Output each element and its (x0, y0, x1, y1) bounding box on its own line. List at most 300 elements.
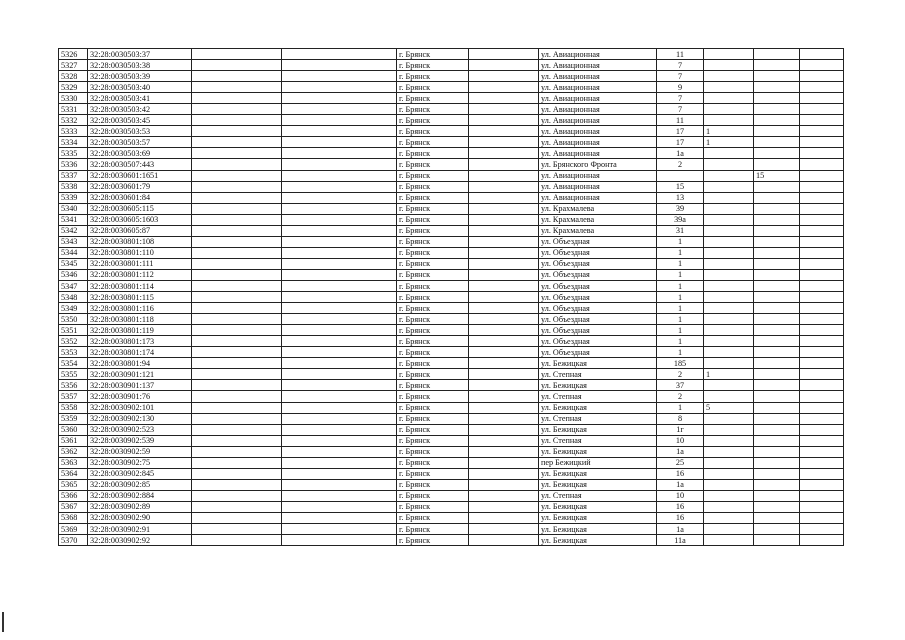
building-cell (704, 170, 754, 181)
extra-number-cell (754, 247, 800, 258)
empty-cell (800, 380, 844, 391)
empty-cell (192, 501, 282, 512)
house-number-cell: 1а (657, 524, 704, 535)
extra-number-cell (754, 148, 800, 159)
empty-cell (192, 236, 282, 247)
street-cell: ул. Степная (539, 369, 657, 380)
cadastral-number-cell: 32:28:0030605:115 (88, 203, 192, 214)
empty-cell (192, 60, 282, 71)
house-number-cell: 1 (657, 303, 704, 314)
cadastral-number-cell: 32:28:0030503:41 (88, 93, 192, 104)
cadastral-number-cell: 32:28:0030503:69 (88, 148, 192, 159)
city-cell: г. Брянск (397, 225, 469, 236)
cadastral-number-cell: 32:28:0030503:38 (88, 60, 192, 71)
empty-cell (469, 369, 539, 380)
empty-cell (800, 258, 844, 269)
street-cell: ул. Авиационная (539, 49, 657, 60)
house-number-cell: 1 (657, 236, 704, 247)
empty-cell (800, 358, 844, 369)
street-cell: ул. Авиационная (539, 181, 657, 192)
building-cell (704, 535, 754, 546)
empty-cell (469, 115, 539, 126)
empty-cell (282, 181, 397, 192)
city-cell: г. Брянск (397, 468, 469, 479)
empty-cell (800, 49, 844, 60)
city-cell: г. Брянск (397, 435, 469, 446)
empty-cell (800, 269, 844, 280)
city-cell: г. Брянск (397, 314, 469, 325)
extra-number-cell (754, 314, 800, 325)
row-number-cell: 5365 (59, 479, 88, 490)
empty-cell (469, 446, 539, 457)
empty-cell (192, 247, 282, 258)
empty-cell (192, 325, 282, 336)
empty-cell (469, 314, 539, 325)
house-number-cell: 7 (657, 71, 704, 82)
empty-cell (469, 391, 539, 402)
city-cell: г. Брянск (397, 303, 469, 314)
extra-number-cell (754, 203, 800, 214)
cadastral-number-cell: 32:28:0030902:845 (88, 468, 192, 479)
city-cell: г. Брянск (397, 82, 469, 93)
building-cell (704, 82, 754, 93)
city-cell: г. Брянск (397, 535, 469, 546)
cadastral-number-cell: 32:28:0030902:884 (88, 490, 192, 501)
empty-cell (282, 82, 397, 93)
empty-cell (192, 192, 282, 203)
empty-cell (469, 490, 539, 501)
empty-cell (469, 402, 539, 413)
building-cell (704, 192, 754, 203)
table-row (59, 524, 844, 535)
empty-cell (800, 336, 844, 347)
city-cell: г. Брянск (397, 93, 469, 104)
empty-cell (192, 258, 282, 269)
empty-cell (192, 314, 282, 325)
empty-cell (192, 159, 282, 170)
empty-cell (469, 148, 539, 159)
empty-cell (800, 512, 844, 523)
extra-number-cell (754, 336, 800, 347)
house-number-cell: 16 (657, 501, 704, 512)
cadastral-number-cell: 32:28:0030601:1651 (88, 170, 192, 181)
row-number-cell: 5348 (59, 292, 88, 303)
table-row (59, 303, 844, 314)
empty-cell (192, 148, 282, 159)
empty-cell (800, 82, 844, 93)
empty-cell (192, 424, 282, 435)
building-cell (704, 468, 754, 479)
table-row (59, 214, 844, 225)
empty-cell (469, 82, 539, 93)
city-cell: г. Брянск (397, 214, 469, 225)
building-cell (704, 358, 754, 369)
building-cell (704, 214, 754, 225)
empty-cell (192, 524, 282, 535)
empty-cell (800, 457, 844, 468)
cadastral-number-cell: 32:28:0030902:539 (88, 435, 192, 446)
cadastral-number-cell: 32:28:0030902:101 (88, 402, 192, 413)
row-number-cell: 5334 (59, 137, 88, 148)
table-row (59, 347, 844, 358)
building-cell (704, 435, 754, 446)
house-number-cell: 37 (657, 380, 704, 391)
house-number-cell: 39а (657, 214, 704, 225)
building-cell (704, 115, 754, 126)
house-number-cell: 16 (657, 468, 704, 479)
house-number-cell: 2 (657, 369, 704, 380)
empty-cell (192, 347, 282, 358)
table-row (59, 181, 844, 192)
building-cell: 1 (704, 126, 754, 137)
row-number-cell: 5359 (59, 413, 88, 424)
street-cell: ул. Объездная (539, 247, 657, 258)
street-cell: ул. Авиационная (539, 148, 657, 159)
extra-number-cell (754, 214, 800, 225)
street-cell: пер Бежицкий (539, 457, 657, 468)
street-cell: ул. Объездная (539, 325, 657, 336)
empty-cell (469, 292, 539, 303)
house-number-cell: 1г (657, 424, 704, 435)
empty-cell (469, 468, 539, 479)
empty-cell (192, 225, 282, 236)
street-cell: ул. Бежицкая (539, 524, 657, 535)
empty-cell (192, 170, 282, 181)
empty-cell (282, 512, 397, 523)
cadastral-number-cell: 32:28:0030801:111 (88, 258, 192, 269)
row-number-cell: 5362 (59, 446, 88, 457)
row-number-cell: 5353 (59, 347, 88, 358)
empty-cell (282, 214, 397, 225)
empty-cell (469, 457, 539, 468)
street-cell: ул. Бежицкая (539, 512, 657, 523)
street-cell: ул. Крахмалева (539, 225, 657, 236)
city-cell: г. Брянск (397, 424, 469, 435)
city-cell: г. Брянск (397, 148, 469, 159)
city-cell: г. Брянск (397, 181, 469, 192)
row-number-cell: 5345 (59, 258, 88, 269)
street-cell: ул. Авиационная (539, 104, 657, 115)
empty-cell (800, 402, 844, 413)
table-row (59, 369, 844, 380)
empty-cell (282, 457, 397, 468)
extra-number-cell (754, 71, 800, 82)
cadastral-number-cell: 32:28:0030801:173 (88, 336, 192, 347)
row-number-cell: 5329 (59, 82, 88, 93)
empty-cell (800, 369, 844, 380)
empty-cell (192, 49, 282, 60)
empty-cell (469, 435, 539, 446)
empty-cell (800, 159, 844, 170)
city-cell: г. Брянск (397, 490, 469, 501)
cadastral-number-cell: 32:28:0030902:75 (88, 457, 192, 468)
street-cell: ул. Авиационная (539, 60, 657, 71)
extra-number-cell: 15 (754, 170, 800, 181)
empty-cell (282, 49, 397, 60)
table-row (59, 49, 844, 60)
extra-number-cell (754, 358, 800, 369)
extra-number-cell (754, 435, 800, 446)
empty-cell (800, 225, 844, 236)
row-number-cell: 5327 (59, 60, 88, 71)
table-row (59, 104, 844, 115)
cadastral-number-cell: 32:28:0030503:39 (88, 71, 192, 82)
extra-number-cell (754, 413, 800, 424)
city-cell: г. Брянск (397, 258, 469, 269)
cadastral-number-cell: 32:28:0030902:90 (88, 512, 192, 523)
city-cell: г. Брянск (397, 269, 469, 280)
street-cell: ул. Авиационная (539, 82, 657, 93)
scan-edge-mark (2, 612, 4, 632)
building-cell (704, 303, 754, 314)
empty-cell (192, 203, 282, 214)
extra-number-cell (754, 457, 800, 468)
empty-cell (192, 413, 282, 424)
empty-cell (282, 314, 397, 325)
empty-cell (192, 214, 282, 225)
empty-cell (192, 358, 282, 369)
city-cell: г. Брянск (397, 170, 469, 181)
cadastral-number-cell: 32:28:0030801:119 (88, 325, 192, 336)
table-row (59, 280, 844, 291)
row-number-cell: 5328 (59, 71, 88, 82)
cadastral-number-cell: 32:28:0030503:42 (88, 104, 192, 115)
empty-cell (469, 203, 539, 214)
empty-cell (282, 269, 397, 280)
empty-cell (800, 325, 844, 336)
city-cell: г. Брянск (397, 325, 469, 336)
extra-number-cell (754, 258, 800, 269)
cadastral-number-cell: 32:28:0030902:85 (88, 479, 192, 490)
table-row (59, 292, 844, 303)
row-number-cell: 5344 (59, 247, 88, 258)
empty-cell (469, 181, 539, 192)
city-cell: г. Брянск (397, 347, 469, 358)
city-cell: г. Брянск (397, 49, 469, 60)
street-cell: ул. Брянского Фронта (539, 159, 657, 170)
empty-cell (800, 524, 844, 535)
row-number-cell: 5331 (59, 104, 88, 115)
extra-number-cell (754, 104, 800, 115)
empty-cell (469, 347, 539, 358)
building-cell (704, 512, 754, 523)
row-number-cell: 5358 (59, 402, 88, 413)
empty-cell (282, 60, 397, 71)
empty-cell (800, 181, 844, 192)
street-cell: ул. Авиационная (539, 115, 657, 126)
cadastral-number-cell: 32:28:0030902:59 (88, 446, 192, 457)
extra-number-cell (754, 93, 800, 104)
cadastral-number-cell: 32:28:0030801:108 (88, 236, 192, 247)
row-number-cell: 5343 (59, 236, 88, 247)
city-cell: г. Брянск (397, 446, 469, 457)
house-number-cell: 1 (657, 314, 704, 325)
table-row (59, 325, 844, 336)
cadastral-number-cell: 32:28:0030902:91 (88, 524, 192, 535)
street-cell: ул. Авиационная (539, 137, 657, 148)
building-cell (704, 391, 754, 402)
row-number-cell: 5347 (59, 280, 88, 291)
row-number-cell: 5355 (59, 369, 88, 380)
house-number-cell: 1а (657, 148, 704, 159)
building-cell: 1 (704, 369, 754, 380)
empty-cell (282, 435, 397, 446)
house-number-cell: 10 (657, 490, 704, 501)
building-cell (704, 280, 754, 291)
building-cell (704, 501, 754, 512)
street-cell: ул. Объездная (539, 269, 657, 280)
empty-cell (282, 358, 397, 369)
empty-cell (469, 49, 539, 60)
cadastral-number-cell: 32:28:0030801:110 (88, 247, 192, 258)
empty-cell (192, 181, 282, 192)
street-cell: ул. Объездная (539, 336, 657, 347)
house-number-cell: 15 (657, 181, 704, 192)
empty-cell (800, 104, 844, 115)
table-row (59, 457, 844, 468)
empty-cell (282, 535, 397, 546)
empty-cell (192, 82, 282, 93)
house-number-cell: 1 (657, 336, 704, 347)
cadastral-number-cell: 32:28:0030801:94 (88, 358, 192, 369)
empty-cell (282, 292, 397, 303)
empty-cell (282, 391, 397, 402)
house-number-cell: 7 (657, 60, 704, 71)
table-row (59, 391, 844, 402)
empty-cell (282, 170, 397, 181)
building-cell (704, 181, 754, 192)
registry-table (58, 48, 844, 546)
empty-cell (192, 535, 282, 546)
table-row (59, 424, 844, 435)
table-row (59, 148, 844, 159)
registry-body (59, 49, 844, 546)
table-row (59, 269, 844, 280)
row-number-cell: 5342 (59, 225, 88, 236)
building-cell (704, 269, 754, 280)
city-cell: г. Брянск (397, 159, 469, 170)
empty-cell (282, 446, 397, 457)
empty-cell (282, 225, 397, 236)
building-cell (704, 413, 754, 424)
building-cell (704, 325, 754, 336)
extra-number-cell (754, 181, 800, 192)
building-cell (704, 60, 754, 71)
extra-number-cell (754, 424, 800, 435)
house-number-cell: 17 (657, 126, 704, 137)
city-cell: г. Брянск (397, 60, 469, 71)
street-cell: ул. Степная (539, 490, 657, 501)
cadastral-number-cell: 32:28:0030902:92 (88, 535, 192, 546)
table-row (59, 535, 844, 546)
table-row (59, 225, 844, 236)
building-cell (704, 148, 754, 159)
row-number-cell: 5337 (59, 170, 88, 181)
house-number-cell: 31 (657, 225, 704, 236)
empty-cell (469, 303, 539, 314)
street-cell: ул. Объездная (539, 258, 657, 269)
street-cell: ул. Бежицкая (539, 501, 657, 512)
empty-cell (800, 93, 844, 104)
house-number-cell: 1 (657, 292, 704, 303)
empty-cell (469, 501, 539, 512)
empty-cell (800, 115, 844, 126)
row-number-cell: 5349 (59, 303, 88, 314)
table-row (59, 192, 844, 203)
table-row (59, 501, 844, 512)
street-cell: ул. Авиационная (539, 93, 657, 104)
extra-number-cell (754, 236, 800, 247)
row-number-cell: 5339 (59, 192, 88, 203)
empty-cell (282, 247, 397, 258)
cadastral-number-cell: 32:28:0030901:137 (88, 380, 192, 391)
empty-cell (800, 137, 844, 148)
cadastral-number-cell: 32:28:0030503:40 (88, 82, 192, 93)
empty-cell (800, 347, 844, 358)
table-row (59, 490, 844, 501)
row-number-cell: 5340 (59, 203, 88, 214)
empty-cell (192, 435, 282, 446)
empty-cell (800, 413, 844, 424)
cadastral-number-cell: 32:28:0030507:443 (88, 159, 192, 170)
extra-number-cell (754, 303, 800, 314)
table-row (59, 258, 844, 269)
extra-number-cell (754, 325, 800, 336)
empty-cell (800, 468, 844, 479)
extra-number-cell (754, 380, 800, 391)
empty-cell (192, 391, 282, 402)
empty-cell (800, 170, 844, 181)
city-cell: г. Брянск (397, 524, 469, 535)
cadastral-number-cell: 32:28:0030801:112 (88, 269, 192, 280)
empty-cell (800, 314, 844, 325)
extra-number-cell (754, 49, 800, 60)
empty-cell (800, 303, 844, 314)
cadastral-number-cell: 32:28:0030601:79 (88, 181, 192, 192)
empty-cell (469, 159, 539, 170)
extra-number-cell (754, 280, 800, 291)
building-cell (704, 49, 754, 60)
cadastral-number-cell: 32:28:0030605:87 (88, 225, 192, 236)
empty-cell (800, 126, 844, 137)
empty-cell (469, 126, 539, 137)
table-row (59, 314, 844, 325)
house-number-cell: 2 (657, 391, 704, 402)
extra-number-cell (754, 115, 800, 126)
table-row (59, 126, 844, 137)
building-cell (704, 457, 754, 468)
empty-cell (469, 269, 539, 280)
street-cell: ул. Бежицкая (539, 402, 657, 413)
street-cell: ул. Авиационная (539, 126, 657, 137)
street-cell: ул. Объездная (539, 280, 657, 291)
house-number-cell: 11 (657, 49, 704, 60)
cadastral-number-cell: 32:28:0030503:45 (88, 115, 192, 126)
extra-number-cell (754, 126, 800, 137)
house-number-cell: 1 (657, 280, 704, 291)
table-row (59, 479, 844, 490)
city-cell: г. Брянск (397, 236, 469, 247)
row-number-cell: 5360 (59, 424, 88, 435)
table-row (59, 71, 844, 82)
table-row (59, 380, 844, 391)
street-cell: ул. Бежицкая (539, 535, 657, 546)
row-number-cell: 5333 (59, 126, 88, 137)
cadastral-number-cell: 32:28:0030902:523 (88, 424, 192, 435)
row-number-cell: 5335 (59, 148, 88, 159)
city-cell: г. Брянск (397, 413, 469, 424)
building-cell: 5 (704, 402, 754, 413)
